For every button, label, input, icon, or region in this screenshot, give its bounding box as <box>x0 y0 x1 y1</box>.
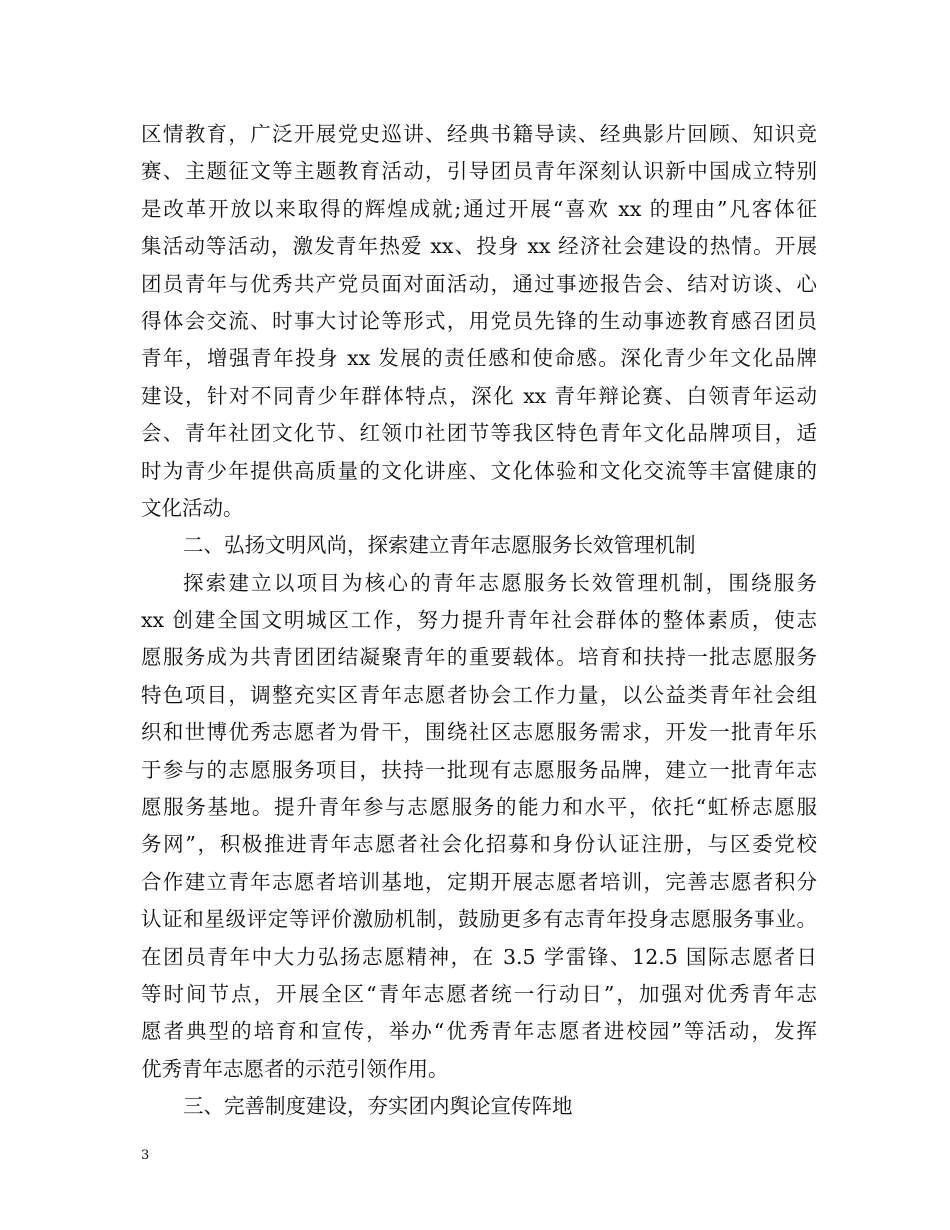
document-body <box>141 116 817 1126</box>
body-line-16: 特色项目，调整充实区青年志愿者协会工作力量，以公益类青年社会组 <box>141 682 817 707</box>
section-heading-3: 三、完善制度建设，夯实团内舆论宣传阵地 <box>183 1094 573 1119</box>
body-line-11: 文化活动。 <box>141 495 244 520</box>
body-line-3: 是改革开放以来取得的辉煌成就;通过开展“喜欢 xx 的理由”凡客体征 <box>141 196 817 221</box>
body-line-25: 愿者典型的培育和宣传，举办“优秀青年志愿者进校园”等活动，发挥 <box>141 1019 817 1044</box>
body-line-22: 认证和星级评定等评价激励机制，鼓励更多有志青年投身志愿服务事业。 <box>141 907 817 932</box>
body-line-21: 合作建立青年志愿者培训基地，定期开展志愿者培训，完善志愿者积分 <box>141 869 817 894</box>
body-line-2: 赛、主题征文等主题教育活动，引导团员青年深刻认识新中国成立特别 <box>141 159 817 184</box>
body-line-14: xx 创建全国文明城区工作，努力提升青年社会群体的整体素质，使志 <box>141 608 817 633</box>
body-line-6: 得体会交流、时事大讨论等形式，用党员先锋的生动事迹教育感召团员 <box>141 308 817 333</box>
body-line-23: 在团员青年中大力弘扬志愿精神，在 3.5 学雷锋、12.5 国际志愿者日 <box>141 944 817 969</box>
body-line-13: 探索建立以项目为核心的青年志愿服务长效管理机制，围绕服务 <box>183 570 817 595</box>
body-line-1: 区情教育，广泛开展党史巡讲、经典书籍导读、经典影片回顾、知识竞 <box>141 122 817 146</box>
body-line-9: 会、青年社团文化节、红领巾社团节等我区特色青年文化品牌项目，适 <box>141 421 817 446</box>
body-line-7: 青年，增强青年投身 xx 发展的责任感和使命感。深化青少年文化品牌 <box>141 346 817 371</box>
body-line-4: 集活动等活动，激发青年热爱 xx、投身 xx 经济社会建设的热情。开展 <box>141 234 817 259</box>
body-line-26: 优秀青年志愿者的示范引领作用。 <box>141 1056 449 1081</box>
section-heading-2: 二、弘扬文明风尚，探索建立青年志愿服务长效管理机制 <box>183 533 696 558</box>
body-line-24: 等时间节点，开展全区“青年志愿者统一行动日”，加强对优秀青年志 <box>141 981 817 1006</box>
body-line-18: 于参与的志愿服务项目，扶持一批现有志愿服务品牌，建立一批青年志 <box>141 757 817 782</box>
body-line-17: 织和世博优秀志愿者为骨干，围绕社区志愿服务需求，开发一批青年乐 <box>141 720 817 745</box>
body-line-15: 愿服务成为共青团团结凝聚青年的重要载体。培育和扶持一批志愿服务 <box>141 645 817 670</box>
body-line-20: 务网”，积极推进青年志愿者社会化招募和身份认证注册，与区委党校 <box>141 832 817 857</box>
body-line-5: 团员青年与优秀共产党员面对面活动，通过事迹报告会、结对访谈、心 <box>141 271 817 296</box>
page-number: 3 <box>141 1148 150 1163</box>
body-line-8: 建设，针对不同青少年群体特点，深化 xx 青年辩论赛、白领青年运动 <box>141 383 817 408</box>
body-line-10: 时为青少年提供高质量的文化讲座、文化体验和文化交流等丰富健康的 <box>141 458 817 483</box>
body-line-19: 愿服务基地。提升青年参与志愿服务的能力和水平，依托“虹桥志愿服 <box>141 795 817 820</box>
